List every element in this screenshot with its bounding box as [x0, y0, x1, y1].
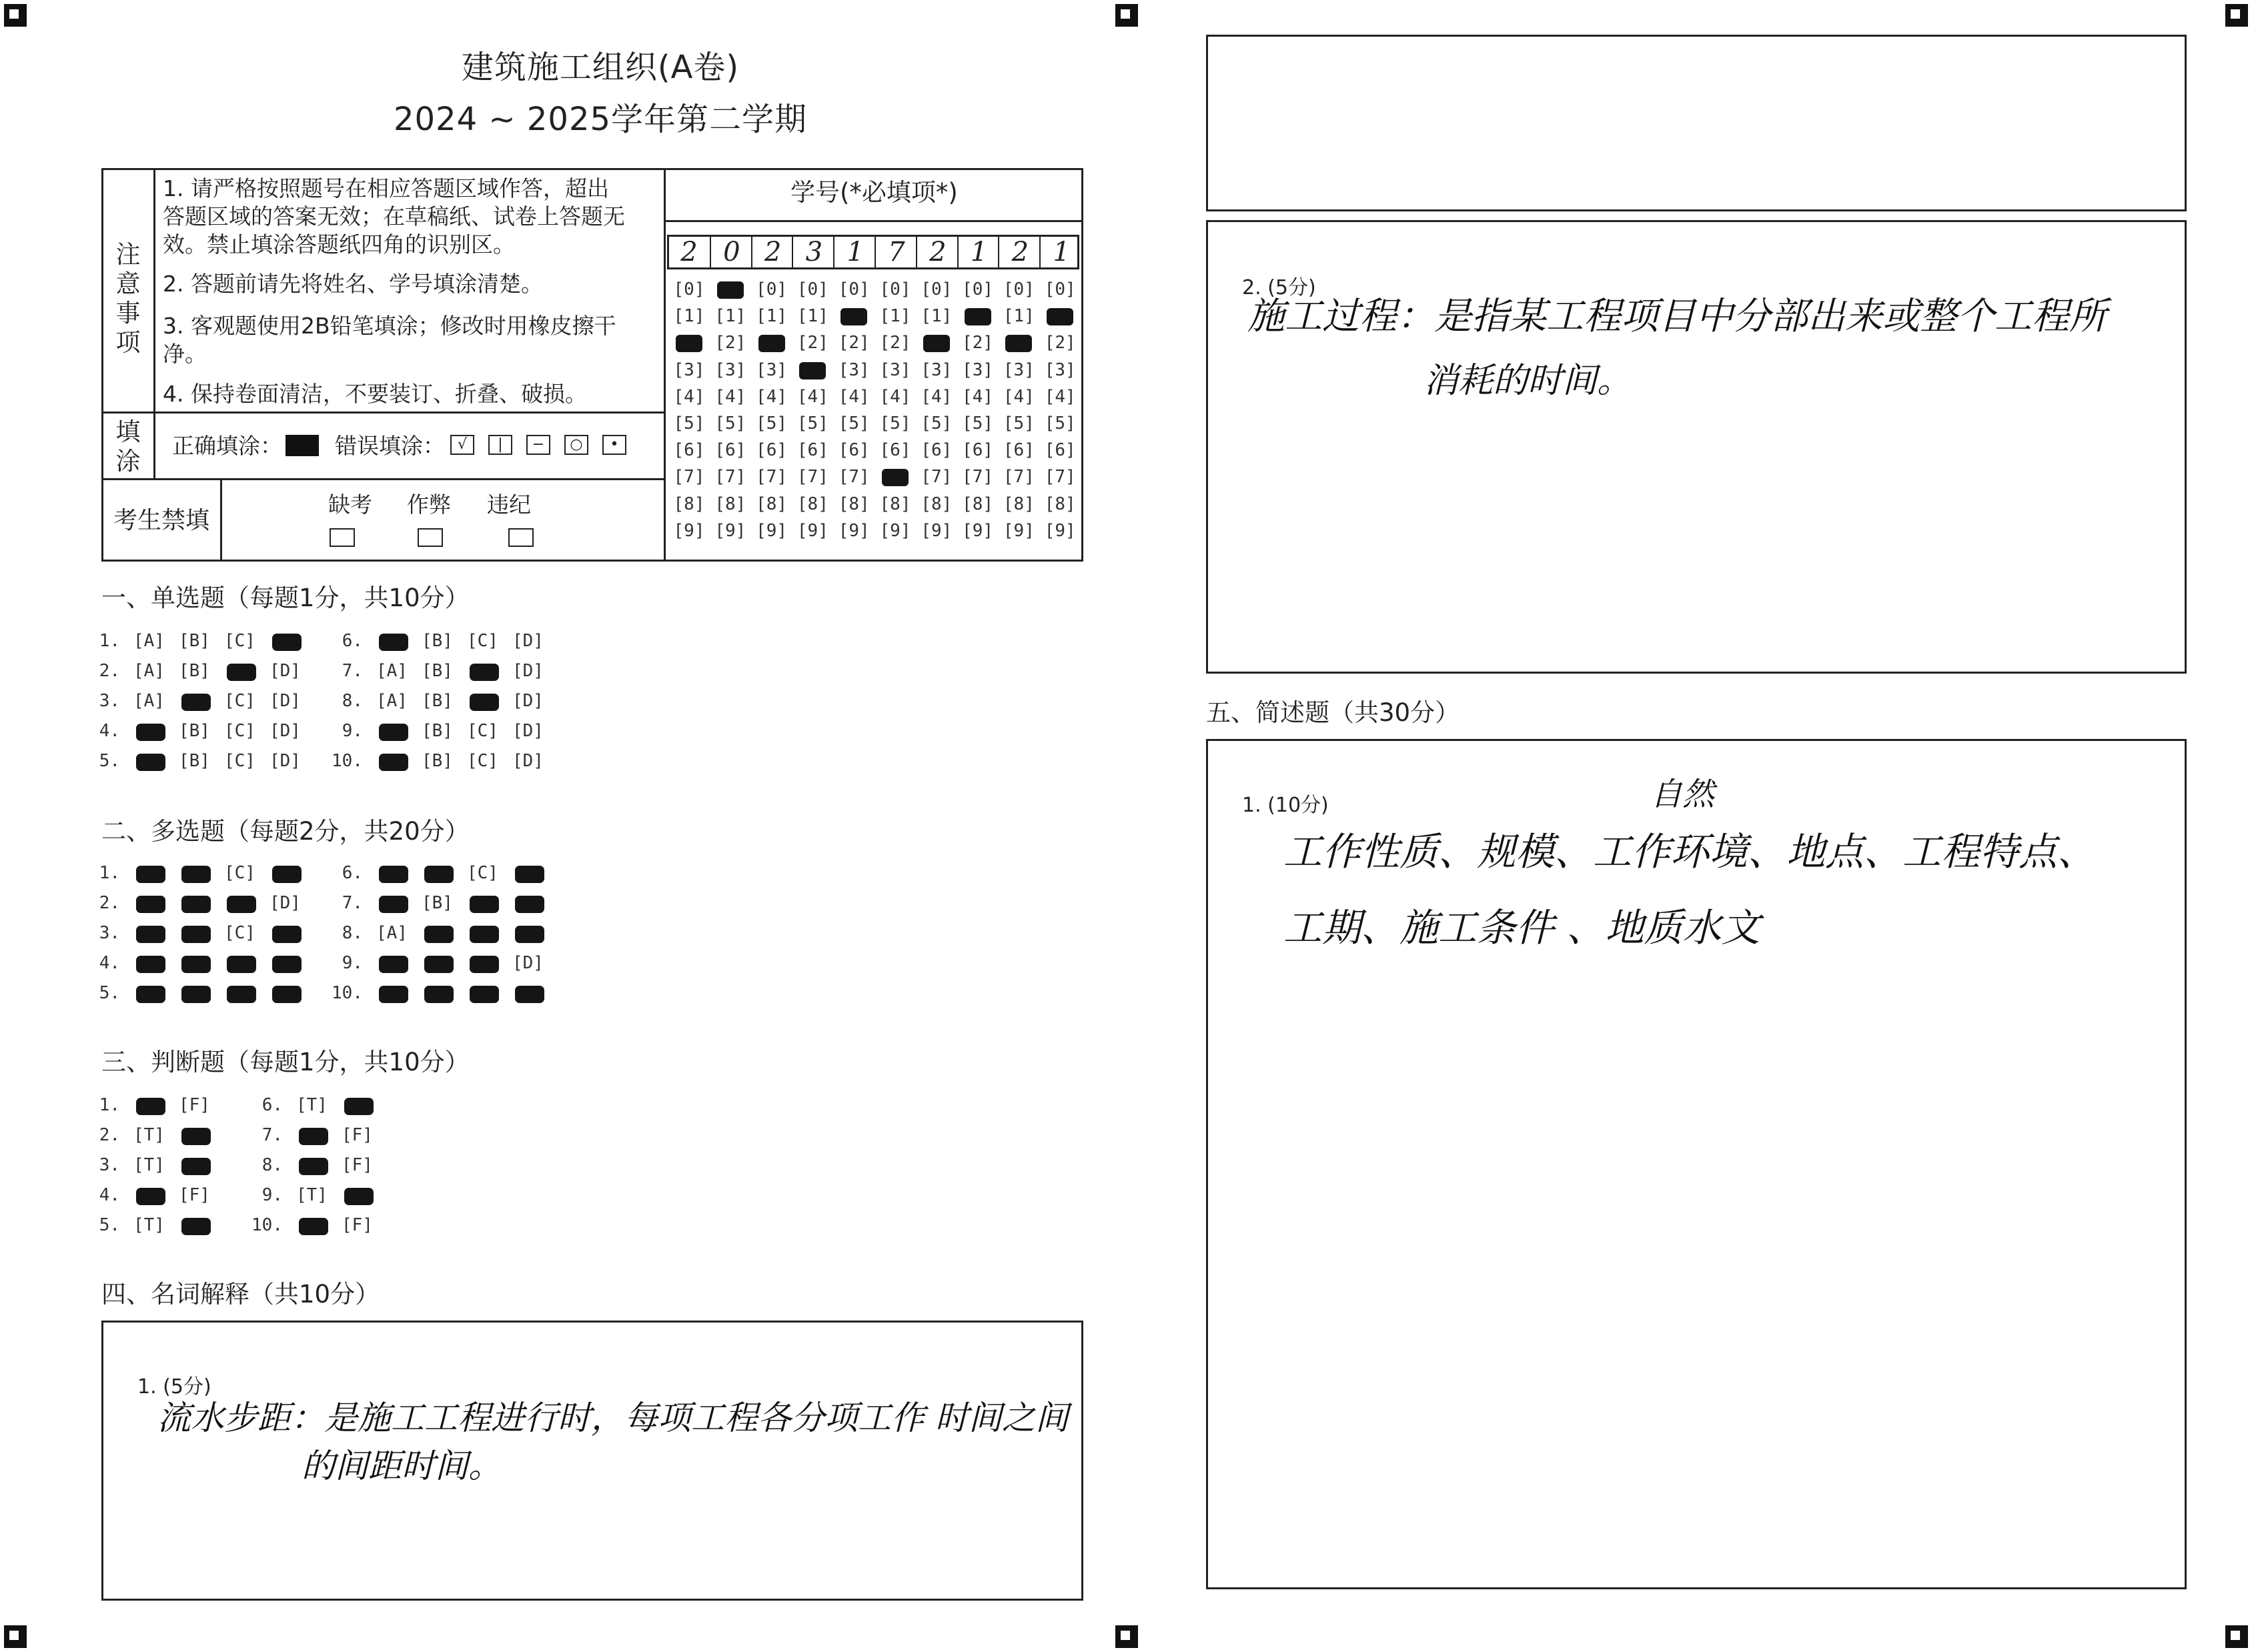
student-id-written-digit: 7	[875, 236, 917, 268]
student-id-bubble[interactable]: [5]	[838, 414, 870, 434]
question-number: 7.	[342, 661, 363, 681]
answer-bubble-filled[interactable]	[379, 866, 408, 883]
student-id-bubble[interactable]: [6]	[673, 440, 705, 461]
question-number: 10.	[332, 983, 363, 1003]
answer-bubble[interactable]: [C]	[467, 721, 498, 741]
answer-bubble-filled[interactable]	[379, 754, 408, 771]
student-id-bubble[interactable]: [5]	[756, 414, 788, 434]
answer-bubble-filled[interactable]	[299, 1128, 328, 1145]
student-id-bubble[interactable]: [6]	[879, 440, 911, 461]
question-number: 1.	[99, 863, 120, 883]
student-id-bubble[interactable]: [4]	[673, 386, 705, 407]
answer-bubble-filled[interactable]	[424, 866, 454, 883]
answer-bubble[interactable]: [B]	[422, 631, 453, 651]
answer-bubble[interactable]: [C]	[224, 751, 255, 771]
answer-bubble-filled[interactable]	[136, 724, 165, 741]
answer-bubble-filled[interactable]	[227, 896, 256, 913]
student-id-bubble[interactable]: [2]	[962, 333, 994, 353]
answer-bubble[interactable]: [B]	[422, 893, 453, 913]
student-id-bubble[interactable]: [6]	[1003, 440, 1035, 461]
student-id-bubble[interactable]: [0]	[1003, 279, 1035, 299]
divider	[664, 220, 1083, 222]
forbidden-checkbox-violation[interactable]	[508, 528, 534, 547]
answer-bubble-filled[interactable]	[181, 1218, 211, 1235]
student-id-bubble-filled[interactable]	[758, 335, 785, 352]
student-id-bubble-filled[interactable]	[717, 281, 744, 299]
forbidden-option-cheat: 作弊	[407, 492, 451, 518]
answer-bubble[interactable]: [T]	[133, 1215, 165, 1235]
student-id-bubble[interactable]: [2]	[838, 333, 870, 353]
answer-bubble-filled[interactable]	[181, 956, 211, 973]
notice-item-3: 3. 客观题使用2B铅笔填涂；修改时用橡皮擦干净。	[163, 313, 616, 367]
exam-subtitle: 2024 ~ 2025学年第二学期	[393, 101, 808, 138]
student-id-bubble[interactable]: [9]	[756, 520, 788, 541]
answer-bubble[interactable]: [B]	[179, 721, 210, 741]
student-id-bubble[interactable]: [1]	[879, 306, 911, 327]
answer-bubble-filled[interactable]	[344, 1188, 374, 1205]
student-id-bubble[interactable]: [8]	[673, 494, 705, 514]
student-id-bubble[interactable]: [6]	[921, 440, 953, 461]
answer-bubble[interactable]: [B]	[422, 691, 453, 711]
answer-bubble-filled[interactable]	[424, 926, 454, 943]
answer-bubble[interactable]: [D]	[512, 953, 544, 973]
wrong-fill-label: 错误填涂：	[335, 433, 445, 459]
answer-bubble-filled[interactable]	[181, 986, 211, 1003]
answer-bubble[interactable]: [F]	[342, 1215, 373, 1235]
answer-bubble[interactable]: [T]	[133, 1155, 165, 1175]
student-id-bubble-filled[interactable]	[1005, 335, 1032, 352]
divider	[664, 168, 666, 562]
student-id-bubble[interactable]: [0]	[796, 279, 828, 299]
answer-bubble[interactable]: [B]	[422, 751, 453, 771]
student-id-bubble[interactable]: [3]	[714, 359, 746, 380]
answer-bubble[interactable]: [C]	[224, 691, 255, 711]
student-id-bubble[interactable]: [5]	[796, 414, 828, 434]
student-id-bubble[interactable]: [4]	[838, 386, 870, 407]
answer-bubble-filled[interactable]	[272, 634, 302, 651]
divider	[101, 478, 665, 480]
answer-bubble-filled[interactable]	[299, 1158, 328, 1175]
answer-bubble[interactable]: [B]	[179, 631, 210, 651]
student-id-bubble[interactable]: [0]	[838, 279, 870, 299]
answer-bubble[interactable]: [D]	[269, 661, 301, 681]
answer-bubble-filled[interactable]	[136, 896, 165, 913]
essay-q1-answer-line1: 工作性质、规模、工作环境、地点、工程特点、	[1283, 829, 2097, 874]
section-essay-title: 五、简述题（共30分）	[1206, 698, 1460, 727]
answer-bubble[interactable]: [A]	[133, 661, 165, 681]
student-id-bubble[interactable]: [8]	[962, 494, 994, 514]
answer-bubble-filled[interactable]	[470, 664, 499, 681]
student-id-bubble[interactable]: [7]	[1044, 467, 1076, 488]
corner-mark-bottom-right	[2225, 1625, 2248, 1648]
student-id-bubble[interactable]: [4]	[962, 386, 994, 407]
answer-bubble-filled[interactable]	[181, 896, 211, 913]
student-id-bubble[interactable]: [9]	[796, 520, 828, 541]
answer-bubble-filled[interactable]	[470, 694, 499, 711]
answer-bubble-filled[interactable]	[136, 926, 165, 943]
answer-bubble-filled[interactable]	[515, 926, 544, 943]
divider	[153, 168, 155, 478]
student-id-written-digit: 1	[957, 236, 1000, 268]
student-id-bubble[interactable]: [9]	[1003, 520, 1035, 541]
student-id-bubble[interactable]: [8]	[838, 494, 870, 514]
corner-mark-top-center	[1115, 4, 1138, 27]
answer-bubble-filled[interactable]	[181, 1128, 211, 1145]
answer-bubble[interactable]: [D]	[512, 661, 544, 681]
answer-bubble-filled[interactable]	[470, 926, 499, 943]
student-id-written-digit: 3	[792, 236, 834, 268]
section-judge-title: 三、判断题（每题1分，共10分）	[101, 1048, 470, 1076]
student-id-bubble[interactable]: [4]	[1044, 386, 1076, 407]
student-id-bubble[interactable]: [3]	[838, 359, 870, 380]
divider	[101, 411, 665, 414]
student-id-bubble-filled[interactable]	[1047, 308, 1073, 325]
answer-bubble-filled[interactable]	[515, 896, 544, 913]
question-number: 6.	[342, 631, 363, 651]
notice-label: 注意事项	[115, 240, 141, 357]
student-id-bubble[interactable]: [8]	[921, 494, 953, 514]
answer-bubble[interactable]: [C]	[467, 631, 498, 651]
answer-bubble-filled[interactable]	[515, 986, 544, 1003]
student-id-bubble[interactable]: [1]	[921, 306, 953, 327]
section-terms-title: 四、名词解释（共10分）	[101, 1280, 380, 1309]
fill-label: 填涂	[115, 418, 141, 476]
student-id-bubble[interactable]: [1]	[1003, 306, 1035, 327]
question-number: 5.	[99, 983, 120, 1003]
forbidden-option-violation: 违纪	[487, 492, 531, 518]
student-id-bubble[interactable]: [3]	[962, 359, 994, 380]
student-id-bubble[interactable]: [1]	[673, 306, 705, 327]
student-id-bubble[interactable]: [0]	[673, 279, 705, 299]
corner-mark-bottom-center	[1115, 1625, 1138, 1648]
answer-bubble[interactable]: [T]	[296, 1185, 328, 1205]
student-id-bubble[interactable]: [8]	[714, 494, 746, 514]
answer-bubble[interactable]: [D]	[512, 721, 544, 741]
question-number: 2.	[99, 661, 120, 681]
answer-bubble[interactable]: [T]	[296, 1095, 328, 1115]
answer-bubble-filled[interactable]	[136, 1098, 165, 1115]
student-id-bubble[interactable]: [9]	[714, 520, 746, 541]
student-id-bubble[interactable]: [4]	[714, 386, 746, 407]
correct-fill-sample	[286, 435, 319, 456]
student-id-bubble[interactable]: [9]	[962, 520, 994, 541]
answer-bubble[interactable]: [B]	[422, 661, 453, 681]
student-id-bubble-filled[interactable]	[882, 469, 909, 486]
terms-q1-continuation-box[interactable]	[1206, 35, 2187, 211]
terms-q1-answer-line1: 流水步距：是施工工程进行时，每项工程各分项工作 时间之间	[157, 1399, 1069, 1437]
answer-bubble-filled[interactable]	[379, 956, 408, 973]
answer-bubble-filled[interactable]	[181, 866, 211, 883]
question-number: 5.	[99, 1215, 120, 1235]
answer-bubble-filled[interactable]	[379, 986, 408, 1003]
answer-bubble-filled[interactable]	[181, 694, 211, 711]
answer-bubble-filled[interactable]	[470, 956, 499, 973]
answer-bubble-filled[interactable]	[272, 986, 302, 1003]
student-id-bubble[interactable]: [8]	[796, 494, 828, 514]
answer-bubble[interactable]: [C]	[224, 923, 255, 943]
corner-mark-top-left	[4, 4, 27, 27]
student-id-bubble[interactable]: [7]	[673, 467, 705, 488]
answer-bubble-filled[interactable]	[272, 956, 302, 973]
essay-q1-insert: 自然	[1650, 776, 1715, 813]
question-number: 7.	[261, 1125, 283, 1145]
question-number: 6.	[261, 1095, 283, 1115]
question-number: 2.	[99, 893, 120, 913]
divider	[220, 478, 222, 562]
student-id-bubble[interactable]: [3]	[921, 359, 953, 380]
answer-bubble[interactable]: [A]	[133, 691, 165, 711]
terms-q2-label: 2. (5分)	[1242, 276, 1316, 299]
student-id-bubble[interactable]: [3]	[1003, 359, 1035, 380]
student-id-bubble[interactable]: [6]	[796, 440, 828, 461]
answer-bubble[interactable]: [A]	[376, 691, 408, 711]
terms-q1-answer-line2: 的间距时间。	[302, 1447, 502, 1485]
answer-bubble-filled[interactable]	[379, 896, 408, 913]
section-multi-title: 二、多选题（每题2分，共20分）	[101, 817, 470, 846]
answer-bubble[interactable]: [C]	[224, 863, 255, 883]
answer-bubble[interactable]: [C]	[467, 863, 498, 883]
answer-bubble[interactable]: [B]	[179, 751, 210, 771]
student-id-bubble[interactable]: [7]	[796, 467, 828, 488]
answer-bubble-filled[interactable]	[227, 986, 256, 1003]
question-number: 10.	[251, 1215, 283, 1235]
student-id-bubble[interactable]: [5]	[962, 414, 994, 434]
student-id-bubble[interactable]: [9]	[921, 520, 953, 541]
wrong-mark-check: √	[450, 435, 474, 455]
terms-q1-label: 1. (5分)	[137, 1375, 211, 1399]
student-id-bubble[interactable]: [8]	[756, 494, 788, 514]
student-id-bubble[interactable]: [7]	[838, 467, 870, 488]
answer-bubble[interactable]: [D]	[269, 751, 301, 771]
student-id-written-digit: 1	[1039, 236, 1082, 268]
question-number: 10.	[332, 751, 363, 771]
question-number: 9.	[261, 1185, 283, 1205]
student-id-written-digit: 0	[710, 236, 752, 268]
terms-q2-answer-line1: 施工过程：是指某工程项目中分部出来或整个工程所	[1247, 295, 2107, 338]
answer-bubble[interactable]: [C]	[467, 751, 498, 771]
notice-item-2: 2. 答题前请先将姓名、学号填涂清楚。	[163, 271, 543, 297]
question-number: 9.	[342, 721, 363, 741]
terms-q2-answer-line2: 消耗的时间。	[1424, 361, 1632, 401]
answer-bubble-filled[interactable]	[227, 956, 256, 973]
student-id-bubble[interactable]: [7]	[1003, 467, 1035, 488]
question-number: 3.	[99, 923, 120, 943]
student-id-bubble[interactable]: [8]	[1003, 494, 1035, 514]
student-id-bubble[interactable]: [5]	[1003, 414, 1035, 434]
student-id-bubble[interactable]: [5]	[879, 414, 911, 434]
student-id-bubble[interactable]: [1]	[756, 306, 788, 327]
student-id-bubble[interactable]: [4]	[1003, 386, 1035, 407]
student-id-bubble[interactable]: [9]	[1044, 520, 1076, 541]
answer-bubble[interactable]: [D]	[269, 893, 301, 913]
student-id-bubble[interactable]: [6]	[1044, 440, 1076, 461]
answer-bubble-filled[interactable]	[227, 664, 256, 681]
student-id-bubble[interactable]: [4]	[921, 386, 953, 407]
student-id-bubble[interactable]: [1]	[714, 306, 746, 327]
answer-bubble-filled[interactable]	[379, 634, 408, 651]
question-number: 8.	[342, 691, 363, 711]
forbidden-checkbox-cheat[interactable]	[418, 528, 443, 547]
answer-bubble-filled[interactable]	[136, 986, 165, 1003]
student-id-bubble[interactable]: [3]	[1044, 359, 1076, 380]
answer-bubble-filled[interactable]	[272, 866, 302, 883]
answer-bubble-filled[interactable]	[470, 986, 499, 1003]
section-single-title: 一、单选题（每题1分，共10分）	[101, 584, 470, 612]
student-id-bubble[interactable]: [3]	[756, 359, 788, 380]
student-id-bubble[interactable]: [3]	[879, 359, 911, 380]
question-number: 7.	[342, 893, 363, 913]
student-id-bubble[interactable]: [0]	[1044, 279, 1076, 299]
answer-bubble-filled[interactable]	[181, 1158, 211, 1175]
answer-bubble-filled[interactable]	[136, 754, 165, 771]
student-id-bubble[interactable]: [8]	[879, 494, 911, 514]
answer-bubble[interactable]: [D]	[512, 691, 544, 711]
student-id-written-digit: 2	[916, 236, 959, 268]
question-number: 1.	[99, 1095, 120, 1115]
student-id-bubble[interactable]: [8]	[1044, 494, 1076, 514]
forbidden-label: 考生禁填	[113, 507, 210, 534]
answer-bubble[interactable]: [F]	[179, 1185, 210, 1205]
answer-bubble[interactable]: [A]	[133, 631, 165, 651]
student-id-written-digit: 1	[833, 236, 876, 268]
student-id-bubble[interactable]: [2]	[879, 333, 911, 353]
answer-bubble[interactable]: [B]	[179, 661, 210, 681]
student-id-bubble[interactable]: [0]	[879, 279, 911, 299]
student-id-bubble[interactable]: [2]	[1044, 333, 1076, 353]
wrong-mark-circle: ○	[564, 435, 588, 455]
answer-bubble[interactable]: [B]	[422, 721, 453, 741]
question-number: 3.	[99, 691, 120, 711]
question-number: 4.	[99, 1185, 120, 1205]
question-number: 4.	[99, 721, 120, 741]
student-id-bubble[interactable]: [7]	[756, 467, 788, 488]
essay-q1-label: 1. (10分)	[1242, 794, 1329, 817]
answer-bubble[interactable]: [D]	[512, 751, 544, 771]
student-id-written-digit: 2	[998, 236, 1041, 268]
student-id-bubble[interactable]: [6]	[714, 440, 746, 461]
question-number: 3.	[99, 1155, 120, 1175]
answer-bubble-filled[interactable]	[344, 1098, 374, 1115]
student-id-bubble[interactable]: [9]	[838, 520, 870, 541]
answer-bubble[interactable]: [C]	[224, 631, 255, 651]
question-number: 4.	[99, 953, 120, 973]
answer-bubble-filled[interactable]	[424, 986, 454, 1003]
student-id-bubble[interactable]: [4]	[879, 386, 911, 407]
student-id-bubble[interactable]: [7]	[714, 467, 746, 488]
student-id-bubble[interactable]: [7]	[921, 467, 953, 488]
student-id-bubble-filled[interactable]	[965, 308, 991, 325]
answer-bubble-filled[interactable]	[181, 926, 211, 943]
correct-fill-label: 正确填涂：	[172, 433, 282, 459]
student-id-bubble[interactable]: [7]	[962, 467, 994, 488]
student-id-bubble-filled[interactable]	[799, 362, 826, 379]
student-id-bubble[interactable]: [5]	[714, 414, 746, 434]
student-id-label: 学号(*必填项*)	[790, 178, 958, 207]
answer-bubble[interactable]: [D]	[269, 721, 301, 741]
student-id-bubble[interactable]: [6]	[756, 440, 788, 461]
student-id-bubble[interactable]: [6]	[962, 440, 994, 461]
student-id-written-digit: 2	[751, 236, 794, 268]
student-id-bubble-filled[interactable]	[840, 308, 867, 325]
answer-bubble-filled[interactable]	[424, 956, 454, 973]
exam-title: 建筑施工组织(A卷)	[461, 49, 740, 86]
student-id-bubble[interactable]: [5]	[673, 414, 705, 434]
student-id-bubble[interactable]: [5]	[921, 414, 953, 434]
question-number: 8.	[261, 1155, 283, 1175]
answer-bubble[interactable]: [A]	[376, 923, 408, 943]
question-number: 1.	[99, 631, 120, 651]
student-id-bubble[interactable]: [9]	[673, 520, 705, 541]
terms-q1-answer-box[interactable]	[101, 1321, 1083, 1601]
question-number: 8.	[342, 923, 363, 943]
forbidden-checkbox-absent[interactable]	[330, 528, 355, 547]
answer-bubble-filled[interactable]	[136, 1188, 165, 1205]
answer-bubble-filled[interactable]	[379, 724, 408, 741]
student-id-bubble[interactable]: [0]	[962, 279, 994, 299]
answer-bubble[interactable]: [D]	[269, 691, 301, 711]
student-id-bubble[interactable]: [2]	[796, 333, 828, 353]
wrong-mark-dash: −	[526, 435, 550, 455]
answer-bubble[interactable]: [C]	[224, 721, 255, 741]
student-id-bubble[interactable]: [6]	[838, 440, 870, 461]
student-id-bubble[interactable]: [1]	[796, 306, 828, 327]
student-id-bubble-filled[interactable]	[923, 335, 950, 352]
answer-bubble-filled[interactable]	[299, 1218, 328, 1235]
question-number: 5.	[99, 751, 120, 771]
question-number: 9.	[342, 953, 363, 973]
notice-item-4: 4. 保持卷面清洁，不要装订、折叠、破损。	[163, 381, 587, 407]
answer-bubble-filled[interactable]	[470, 896, 499, 913]
wrong-mark-dot: •	[602, 435, 626, 455]
student-id-bubble[interactable]: [4]	[796, 386, 828, 407]
answer-bubble[interactable]: [A]	[376, 661, 408, 681]
answer-bubble-filled[interactable]	[272, 926, 302, 943]
answer-bubble-filled[interactable]	[136, 956, 165, 973]
student-id-bubble[interactable]: [2]	[714, 333, 746, 353]
student-id-bubble[interactable]: [0]	[756, 279, 788, 299]
answer-bubble[interactable]: [T]	[133, 1125, 165, 1145]
wrong-mark-bar: |	[488, 435, 512, 455]
answer-bubble[interactable]: [F]	[179, 1095, 210, 1115]
essay-q1-answer-line2: 工期、施工条件 、地质水文	[1283, 905, 1760, 950]
student-id-bubble-filled[interactable]	[676, 335, 702, 352]
student-id-bubble[interactable]: [9]	[879, 520, 911, 541]
answer-bubble-filled[interactable]	[136, 866, 165, 883]
student-id-bubble[interactable]: [5]	[1044, 414, 1076, 434]
corner-mark-bottom-left	[4, 1625, 27, 1648]
question-number: 2.	[99, 1125, 120, 1145]
student-id-bubble[interactable]: [0]	[921, 279, 953, 299]
student-id-written-digit: 2	[680, 237, 698, 267]
notice-item-1: 1. 请严格按照题号在相应答题区域作答，超出答题区域的答案无效；在草稿纸、试卷上答题无效。禁止填涂答题纸四角的识别区。	[163, 175, 625, 257]
student-id-bubble[interactable]: [3]	[673, 359, 705, 380]
answer-bubble-filled[interactable]	[515, 866, 544, 883]
answer-bubble[interactable]: [F]	[342, 1155, 373, 1175]
student-id-bubble[interactable]: [4]	[756, 386, 788, 407]
answer-bubble[interactable]: [D]	[512, 631, 544, 651]
answer-bubble[interactable]: [F]	[342, 1125, 373, 1145]
corner-mark-top-right	[2225, 4, 2248, 27]
forbidden-option-absent: 缺考	[328, 492, 372, 518]
question-number: 6.	[342, 863, 363, 883]
